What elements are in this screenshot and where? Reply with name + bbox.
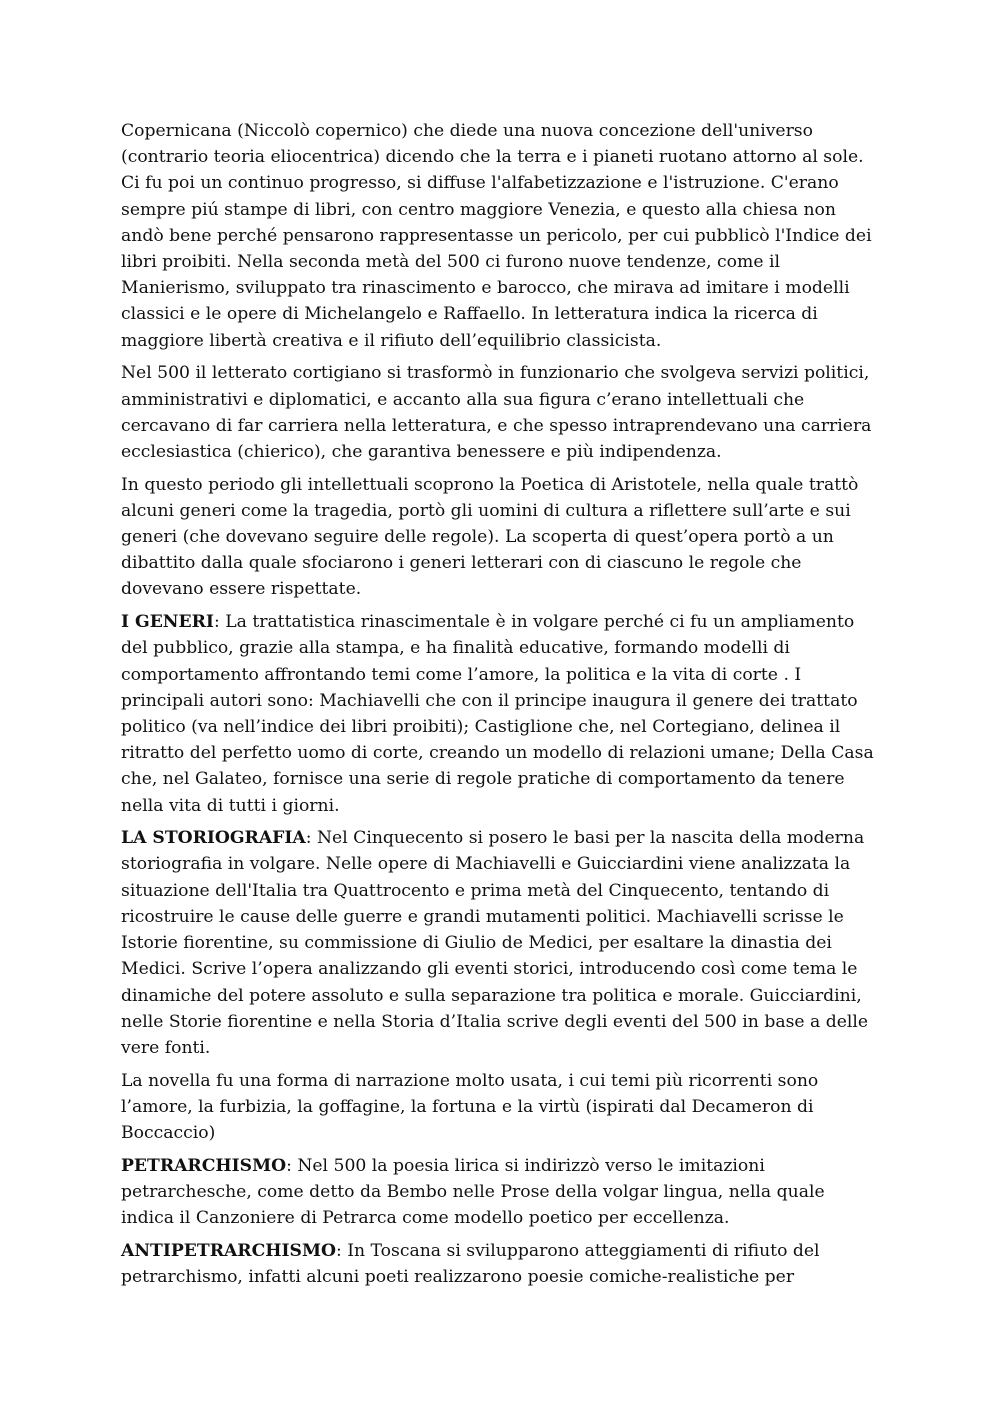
paragraph-text: La novella fu una forma di narrazione molto usata, i cui temi più ricorrenti sono l’amore, la furbizia, la goffagine, la fortuna e la virtù (ispirati dal Decameron di Boccaccio) (121, 1070, 819, 1144)
paragraph-text: : La trattatistica rinascimentale è in volgare perché ci fu un ampliamento del pubblico, grazie alla stampa, e ha finalità educative, formando modelli di comportamento affrontando temi come l’amore, la politica e la vita di corte . I principali autori sono: Machiavelli che con il principe inaugura il genere dei trattato politico (va nell’indice dei libri proibiti); Castiglione che, nel Cortegiano, delinea il ritratto del perfetto uomo di corte, creando un modello di relazioni umane; Della Casa che, nel Galateo, fornisce una serie di regole pratiche di comportamento da tenere nella vita di tutti i giorni. (121, 612, 874, 816)
paragraph-storiografia (121, 825, 881, 1061)
document-page (121, 118, 881, 1297)
section-heading-storiografia: LA STORIOGRAFIA (121, 828, 306, 849)
paragraph-poetica-aristotele (121, 472, 881, 603)
section-heading-i-generi: I GENERI (121, 612, 214, 633)
paragraph-petrarchismo (121, 1153, 881, 1232)
paragraph-text: : In Toscana si svilupparono atteggiamenti di rifiuto del petrarchismo, infatti alcuni poeti realizzarono poesie comiche-realistiche per (121, 1240, 820, 1288)
paragraph-text: : Nel 500 la poesia lirica si indirizzò verso le imitazioni petrarchesche, come detto da Bembo nelle Prose della volgar lingua, nella quale indica il Canzoniere di Petrarca come modello poetico per eccellenza. (121, 1155, 825, 1229)
paragraph-text: Nel 500 il letterato cortigiano si trasformò in funzionario che svolgeva servizi politici, amministrativi e diplomatici, e accanto alla sua figura c’erano intellettuali che cercavano di far carriera nella letteratura, e che spesso intraprendevano una carriera ecclesiastica (chierico), che garantiva benessere e più indipendenza. (121, 363, 872, 462)
paragraph-text: Copernicana (Niccolò copernico) che diede una nuova concezione dell'universo (contrario teoria eliocentrica) dicendo che la terra e i pianeti ruotano attorno al sole. Ci fu poi un continuo progresso, si diffuse l'alfabetizzazione e l'istruzione. C'erano sempre piú stampe di libri, con centro maggiore Venezia, e questo alla chiesa non andò bene perché pensarono rappresentasse un pericolo, per cui pubblicò l'Indice dei libri proibiti. Nella seconda metà del 500 ci furono nuove tendenze, come il Manierismo, sviluppato tra rinascimento e barocco, che mirava ad imitare i modelli classici e le opere di Michelangelo e Raffaello. In letteratura indica la ricerca di maggiore libertà creativa e il rifiuto dell’equilibrio classicista. (121, 121, 872, 351)
paragraph-novella (121, 1068, 881, 1147)
paragraph-text: : Nel Cinquecento si posero le basi per la nascita della moderna storiografia in volgare. Nelle opere di Machiavelli e Guicciardini viene analizzata la situazione dell'Italia tra Quattrocento e prima metà del Cinquecento, tentando di ricostruire le cause delle guerre e grandi mutamenti politici. Machiavelli scrisse le Istorie fiorentine, su commissione di Giulio de Medici, per esaltare la dinastia dei Medici. Scrive l’opera analizzando gli eventi storici, introducendo così come tema le dinamiche del potere assoluto e sulla separazione tra politica e morale. Guicciardini, nelle Storie fiorentine e nella Storia d’Italia scrive degli eventi del 500 in base a delle vere fonti. (121, 828, 869, 1058)
paragraph-antipetrarchismo (121, 1238, 881, 1290)
paragraph-letterato-cortigiano (121, 360, 881, 465)
section-heading-antipetrarchismo: ANTIPETRARCHISMO (121, 1240, 336, 1261)
paragraph-i-generi (121, 609, 881, 819)
section-heading-petrarchismo: PETRARCHISMO (121, 1155, 287, 1176)
paragraph-copernicana (121, 118, 881, 354)
paragraph-text: In questo periodo gli intellettuali scoprono la Poetica di Aristotele, nella quale trattò alcuni generi come la tragedia, portò gli uomini di cultura a riflettere sull’arte e sui generi (che dovevano seguire delle regole). La scoperta di quest’opera portò a un dibattito dalla quale sfociarono i generi letterari con di ciascuno le regole che dovevano essere rispettate. (121, 474, 859, 600)
